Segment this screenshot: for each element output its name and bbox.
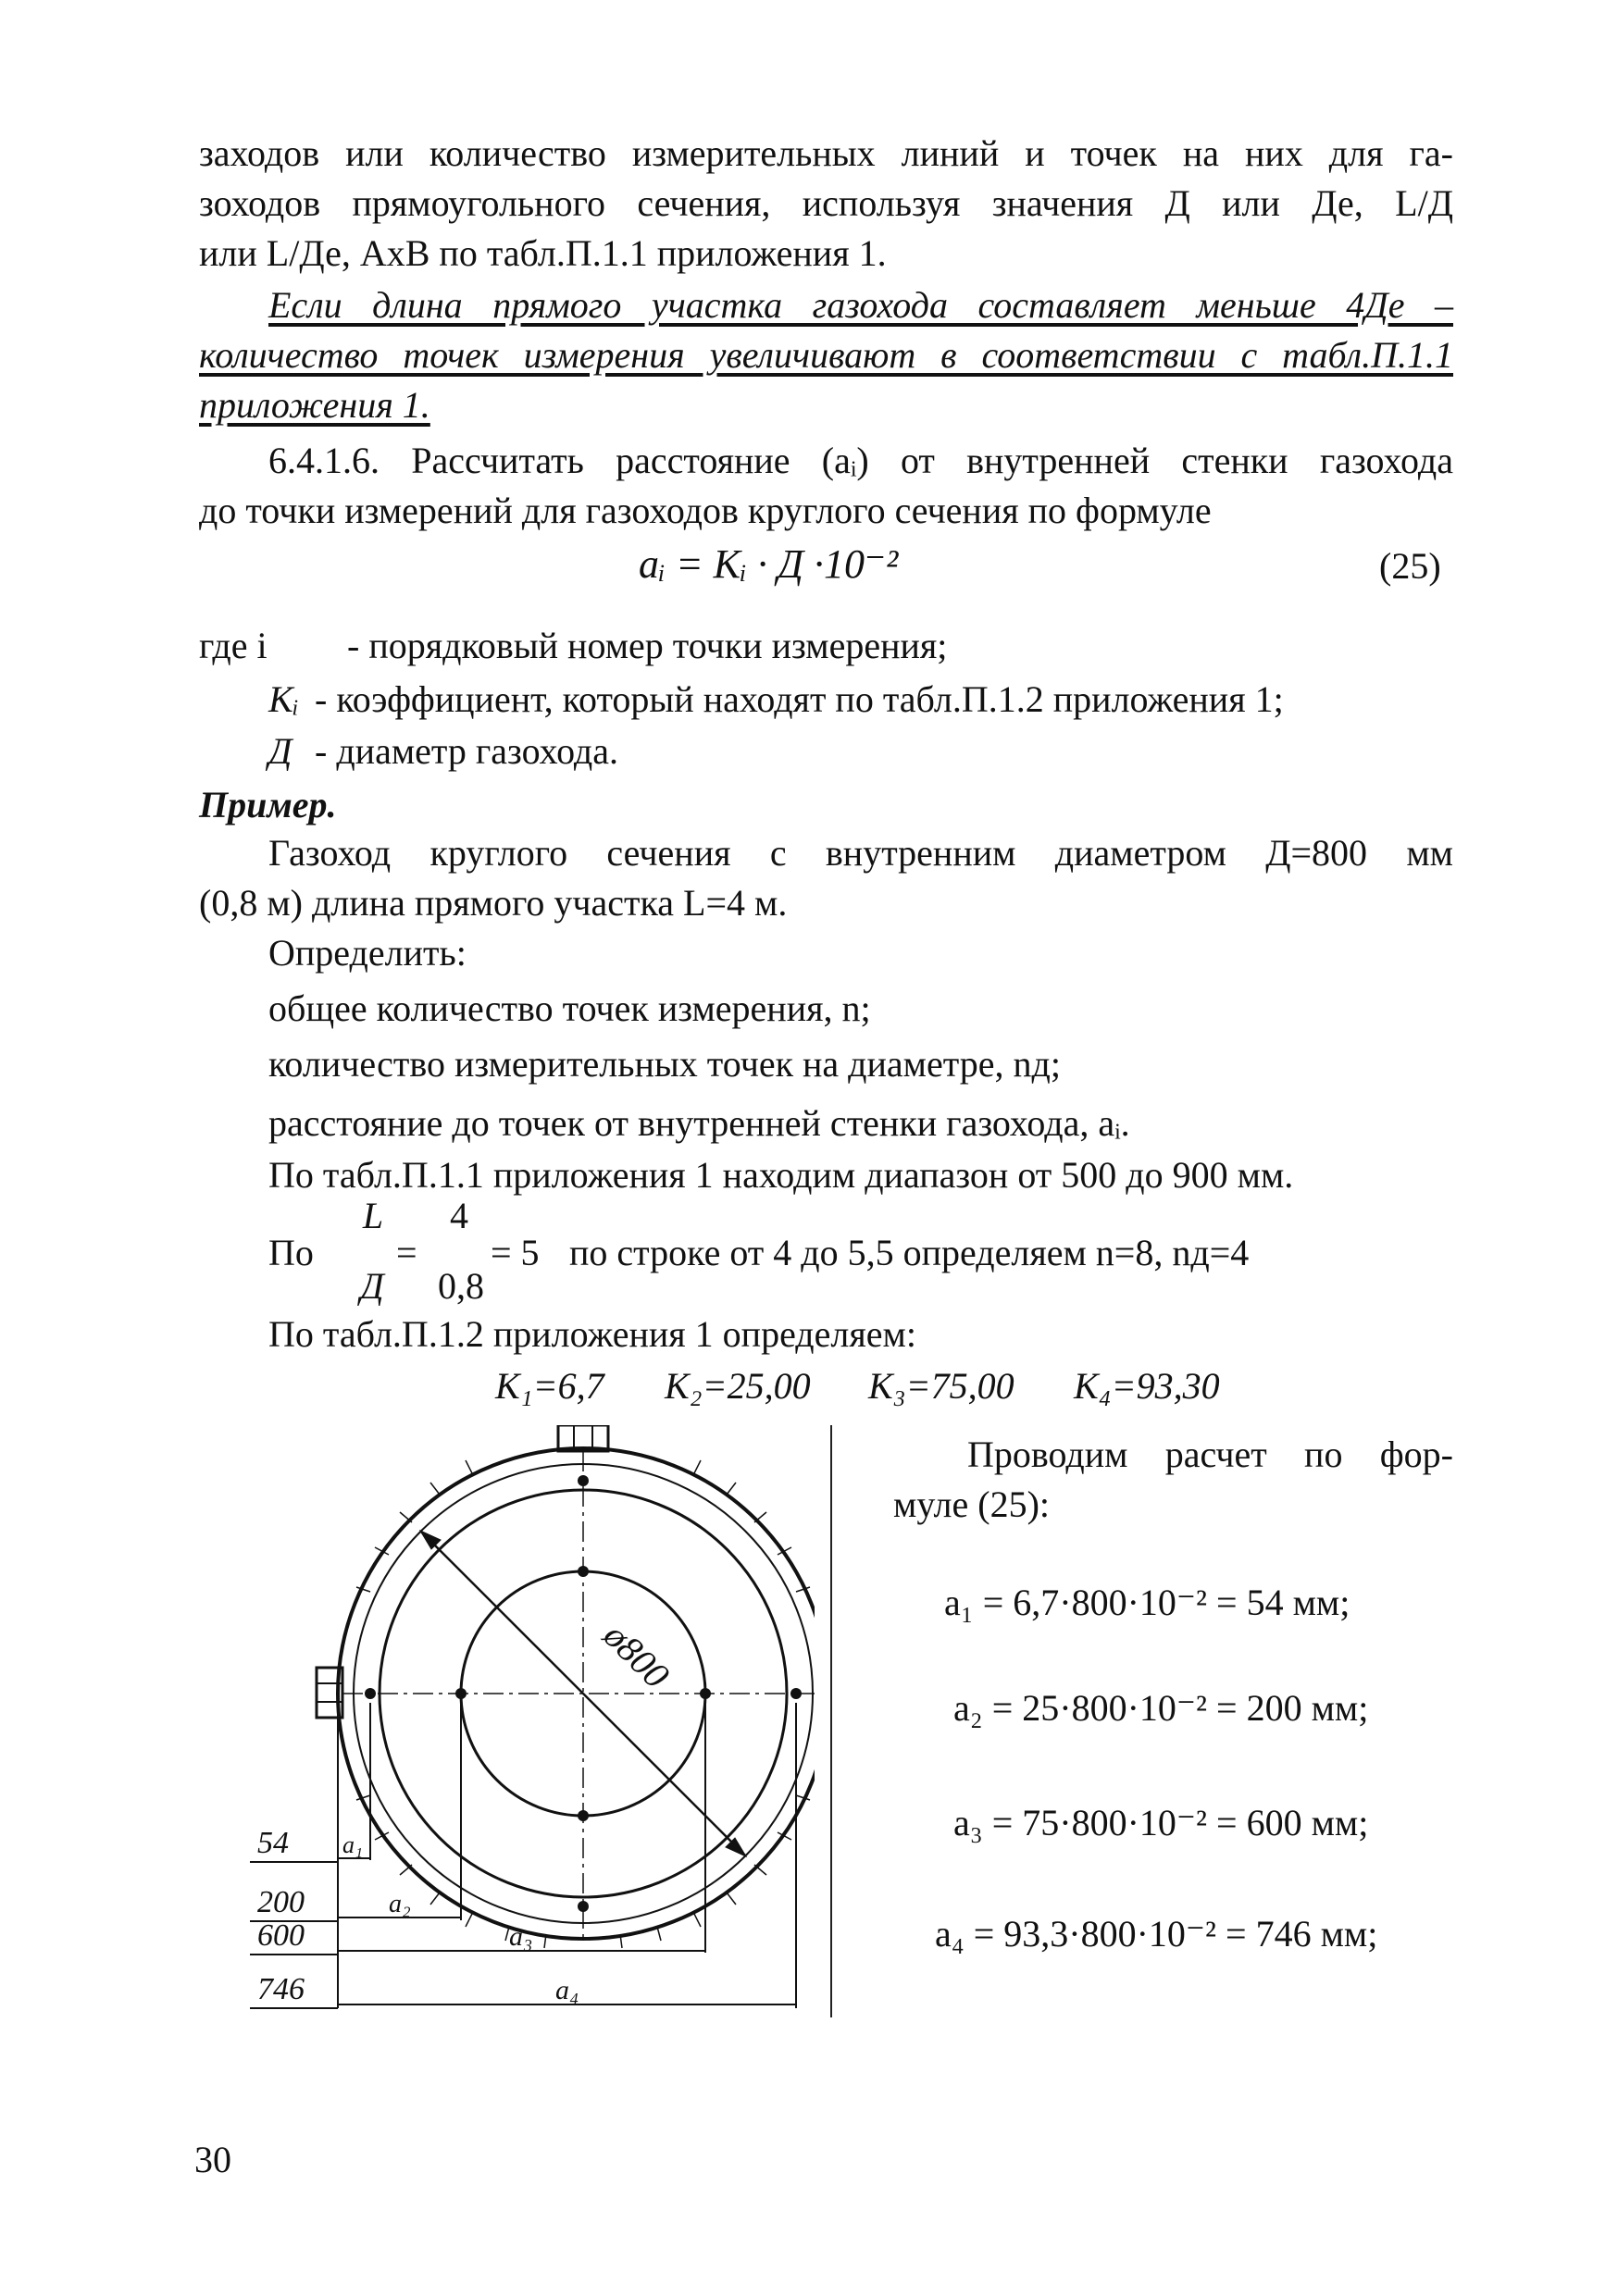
paragraph-line: зоходов прямоугольного сечения, используя значения Д или Де, L/Д	[199, 182, 1453, 224]
formula-number: (25)	[1379, 545, 1441, 587]
dim-name: a₂	[389, 1890, 411, 1918]
example-line: расстояние до точек от внутренней стенки газохода, aᵢ.	[268, 1102, 1130, 1144]
ratio-prefix: По	[268, 1232, 314, 1273]
dimension-lines	[250, 1703, 796, 2008]
ratio-numerator: 4	[450, 1195, 468, 1236]
table-reference: По табл.П.1.2 приложения 1 определяем:	[268, 1313, 916, 1355]
calc-row: a₁ = 6,7·800·10⁻² = 54 мм;	[944, 1582, 1350, 1623]
example-line: (0,8 м) длина прямого участка L=4 м.	[199, 882, 788, 924]
calc-intro: муле (25):	[893, 1483, 1051, 1525]
example-line: количество измерительных точек на диаметре, nд;	[268, 1043, 1061, 1085]
calc-row: a₄ = 93,3·800·10⁻² = 746 мм;	[935, 1913, 1378, 1955]
note-line: приложения 1.	[199, 384, 430, 426]
note-line: количество точек измерения увеличивают в соответствии с табл.П.1.1	[199, 334, 1453, 376]
ratio-equals: =	[396, 1232, 417, 1273]
diameter-label: ø800	[595, 1614, 678, 1696]
where-desc: - порядковый номер точки измерения;	[347, 625, 948, 666]
example-line: Газоход круглого сечения с внутренним диаметром Д=800 мм	[268, 832, 1453, 874]
dim-value: 746	[257, 1972, 305, 2006]
where-var: Kᵢ	[268, 678, 300, 720]
coefficient: K₄=93,30	[1074, 1365, 1220, 1407]
example-line: По табл.П.1.1 приложения 1 находим диапазон от 500 до 900 мм.	[268, 1154, 1294, 1196]
column-divider	[830, 1425, 832, 2017]
section-line: до точки измерений для газоходов круглого сечения по формуле	[199, 490, 1212, 531]
dim-value: 200	[257, 1885, 305, 1919]
paragraph-line: или L/Де, АхВ по табл.П.1.1 приложения 1.	[199, 232, 887, 274]
dim-value: 600	[257, 1918, 305, 1953]
coefficient: K₂=25,00	[665, 1365, 811, 1407]
ratio-result: = 5	[491, 1232, 540, 1273]
formula: aᵢ = Kᵢ · Д ·10⁻²	[639, 541, 899, 587]
example-heading: Пример.	[199, 784, 337, 825]
dim-name: a₁	[342, 1831, 364, 1858]
calc-row: a₂ = 25·800·10⁻² = 200 мм;	[953, 1687, 1369, 1729]
dim-name: a₄	[555, 1975, 579, 2005]
coefficient: K₃=75,00	[868, 1365, 1014, 1407]
ratio-numerator: L	[362, 1195, 384, 1236]
where-var: где i	[199, 625, 268, 666]
where-desc: - коэффициент, который находят по табл.П.1.2 приложения 1;	[315, 678, 1284, 720]
calc-row: a₃ = 75·800·10⁻² = 600 мм;	[953, 1802, 1369, 1843]
calc-intro: Проводим расчет по фор-	[967, 1433, 1453, 1475]
where-desc: - диаметр газохода.	[315, 730, 619, 772]
coefficient: K₁=6,7	[495, 1365, 604, 1407]
ratio-denominator: Д	[360, 1265, 384, 1307]
section-line: 6.4.1.6. Рассчитать расстояние (aᵢ) от внутренней стенки газохода	[268, 440, 1453, 481]
where-var: Д	[268, 730, 292, 772]
note-line: Если длина прямого участка газохода составляет меньше 4Де –	[268, 284, 1453, 326]
page-number: 30	[194, 2139, 231, 2180]
dim-name: a₃	[509, 1921, 533, 1952]
dim-value: 54	[257, 1826, 289, 1860]
ratio-denominator: 0,8	[438, 1265, 484, 1307]
duct-cross-section-diagram	[250, 1425, 815, 2017]
paragraph-line: заходов или количество измерительных линий и точек на них для га-	[199, 132, 1453, 174]
ratio-suffix: по строке от 4 до 5,5 определяем n=8, nд=4	[569, 1232, 1250, 1273]
example-line: общее количество точек измерения, n;	[268, 987, 871, 1029]
example-line: Определить:	[268, 932, 467, 974]
